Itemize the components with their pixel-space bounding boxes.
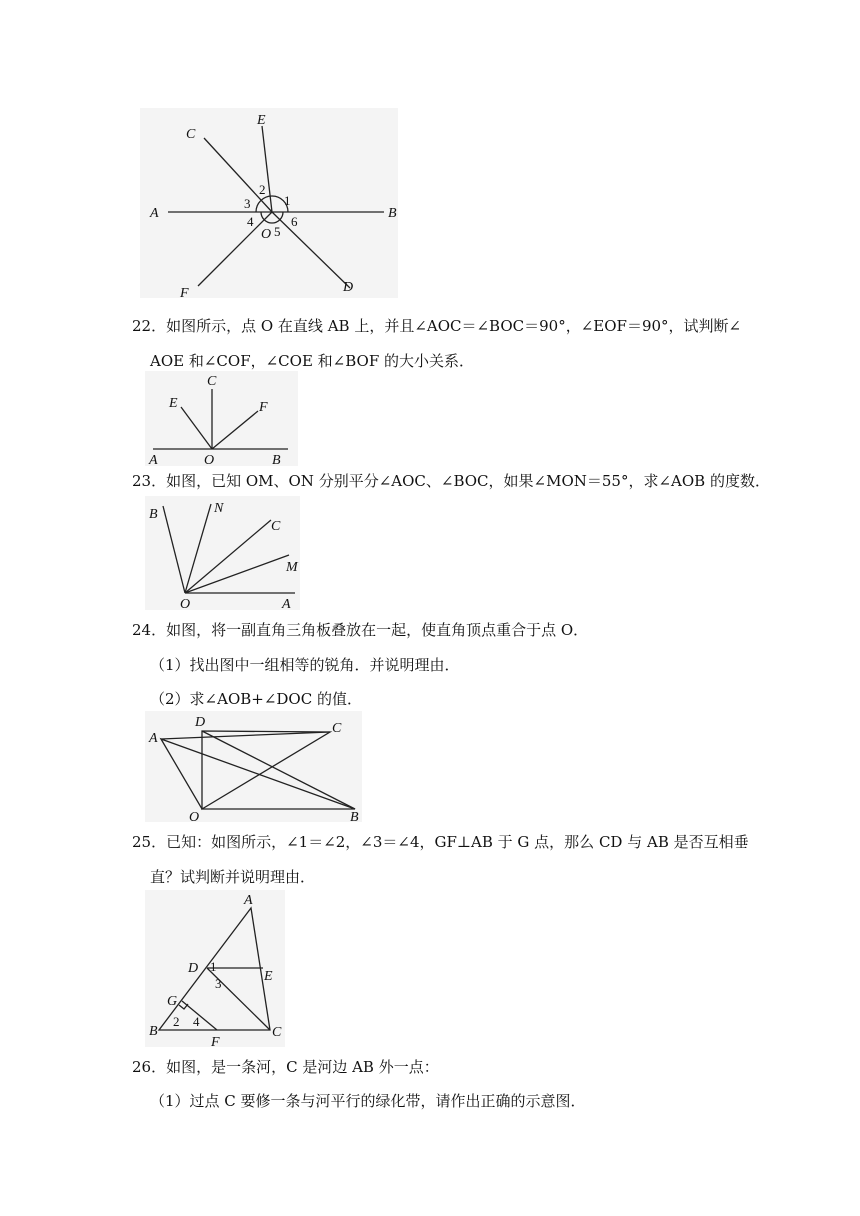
label-o: O [261, 227, 272, 242]
label-a: A [149, 731, 158, 746]
ray-om [185, 555, 289, 593]
ray-oc [185, 520, 271, 593]
problem-22-line-1: 22．如图所示，点 O 在直线 AB 上，并且∠AOC＝∠BOC＝90°，∠EOF＝90°，试判断∠ [132, 317, 742, 335]
label-a: A [150, 206, 159, 221]
problem-24-line-1: 24．如图，将一副直角三角板叠放在一起，使直角顶点重合于点 O． [132, 621, 589, 639]
label-d: D [343, 280, 354, 295]
label-n: N [214, 501, 224, 516]
figure-23-diagram [145, 496, 300, 610]
triangle-aob [161, 739, 355, 809]
label-a: A [149, 453, 158, 466]
ray-od [272, 212, 350, 288]
problem-23-line-1: 23．如图，已知 OM、ON 分别平分∠AOC、∠BOC，如果∠MON＝55°，求∠AOB 的度数． [132, 472, 770, 490]
label-b: B [388, 206, 397, 221]
angle-label-2: 2 [259, 182, 266, 197]
right-angle-mark-g [179, 1004, 188, 1009]
label-e: E [257, 113, 266, 128]
problem-26-line-1: 26．如图，是一条河，C 是河边 AB 外一点： [132, 1058, 439, 1076]
label-c: C [272, 1025, 282, 1040]
figure-22 [145, 371, 298, 466]
figure-25 [145, 890, 285, 1047]
angle-label-4: 4 [193, 1014, 200, 1029]
problem-25-line-2: 直？试判断并说明理由． [150, 868, 316, 886]
figure-21-diagram [140, 108, 398, 298]
problem-24-question-1: （1）找出图中一组相等的锐角．并说明理由． [150, 656, 460, 674]
label-c: C [332, 721, 342, 736]
figure-23 [145, 496, 300, 610]
label-o: O [204, 453, 215, 466]
ray-of [198, 212, 272, 286]
label-g: G [167, 994, 178, 1009]
angle-label-2: 2 [173, 1014, 180, 1029]
segment-db [202, 731, 355, 809]
label-b: B [350, 810, 359, 822]
problem-24-question-2: （2）求∠AOB+∠DOC 的值． [150, 690, 362, 708]
figure-24 [145, 711, 362, 822]
ray-ob [163, 506, 185, 593]
ray-on [185, 504, 211, 593]
ray-of [212, 411, 258, 449]
angle-label-1: 1 [284, 193, 291, 208]
segment-ac [161, 732, 330, 739]
ray-oc [204, 138, 272, 212]
label-f: F [211, 1035, 220, 1047]
label-e: E [169, 396, 178, 411]
angle-label-1: 1 [210, 959, 217, 974]
triangle-odc [202, 731, 330, 809]
label-d: D [188, 961, 199, 976]
label-b: B [149, 1024, 158, 1039]
label-d: D [195, 715, 206, 730]
label-c: C [186, 127, 196, 142]
label-c: C [271, 519, 281, 534]
angle-label-5: 5 [274, 224, 281, 239]
problem-22-line-2: AOE 和∠COF，∠COE 和∠BOF 的大小关系． [150, 352, 475, 370]
problem-26-question-1: （1）过点 C 要修一条与河平行的绿化带，请作出正确的示意图． [150, 1092, 586, 1110]
label-f: F [259, 400, 268, 415]
figure-21 [140, 108, 398, 298]
label-e: E [264, 969, 273, 984]
label-m: M [286, 560, 298, 575]
angle-label-6: 6 [291, 214, 298, 229]
label-b: B [272, 453, 281, 466]
label-f: F [180, 286, 189, 298]
angle-label-4: 4 [247, 214, 254, 229]
label-a: A [282, 597, 291, 610]
figure-25-diagram [145, 890, 285, 1047]
label-o: O [189, 810, 200, 822]
figure-22-diagram [145, 371, 298, 466]
ray-oe [181, 407, 212, 449]
label-o: O [180, 597, 191, 610]
problem-25-line-1: 25．已知：如图所示，∠1＝∠2，∠3＝∠4，GF⊥AB 于 G 点，那么 CD 与 AB 是否互相垂 [132, 833, 749, 851]
figure-24-diagram [145, 711, 362, 822]
angle-label-3: 3 [215, 976, 222, 991]
angle-label-3: 3 [244, 196, 251, 211]
angle-arc-bottom [261, 212, 283, 223]
label-c: C [207, 374, 217, 389]
label-a: A [244, 893, 253, 908]
label-b: B [149, 507, 158, 522]
